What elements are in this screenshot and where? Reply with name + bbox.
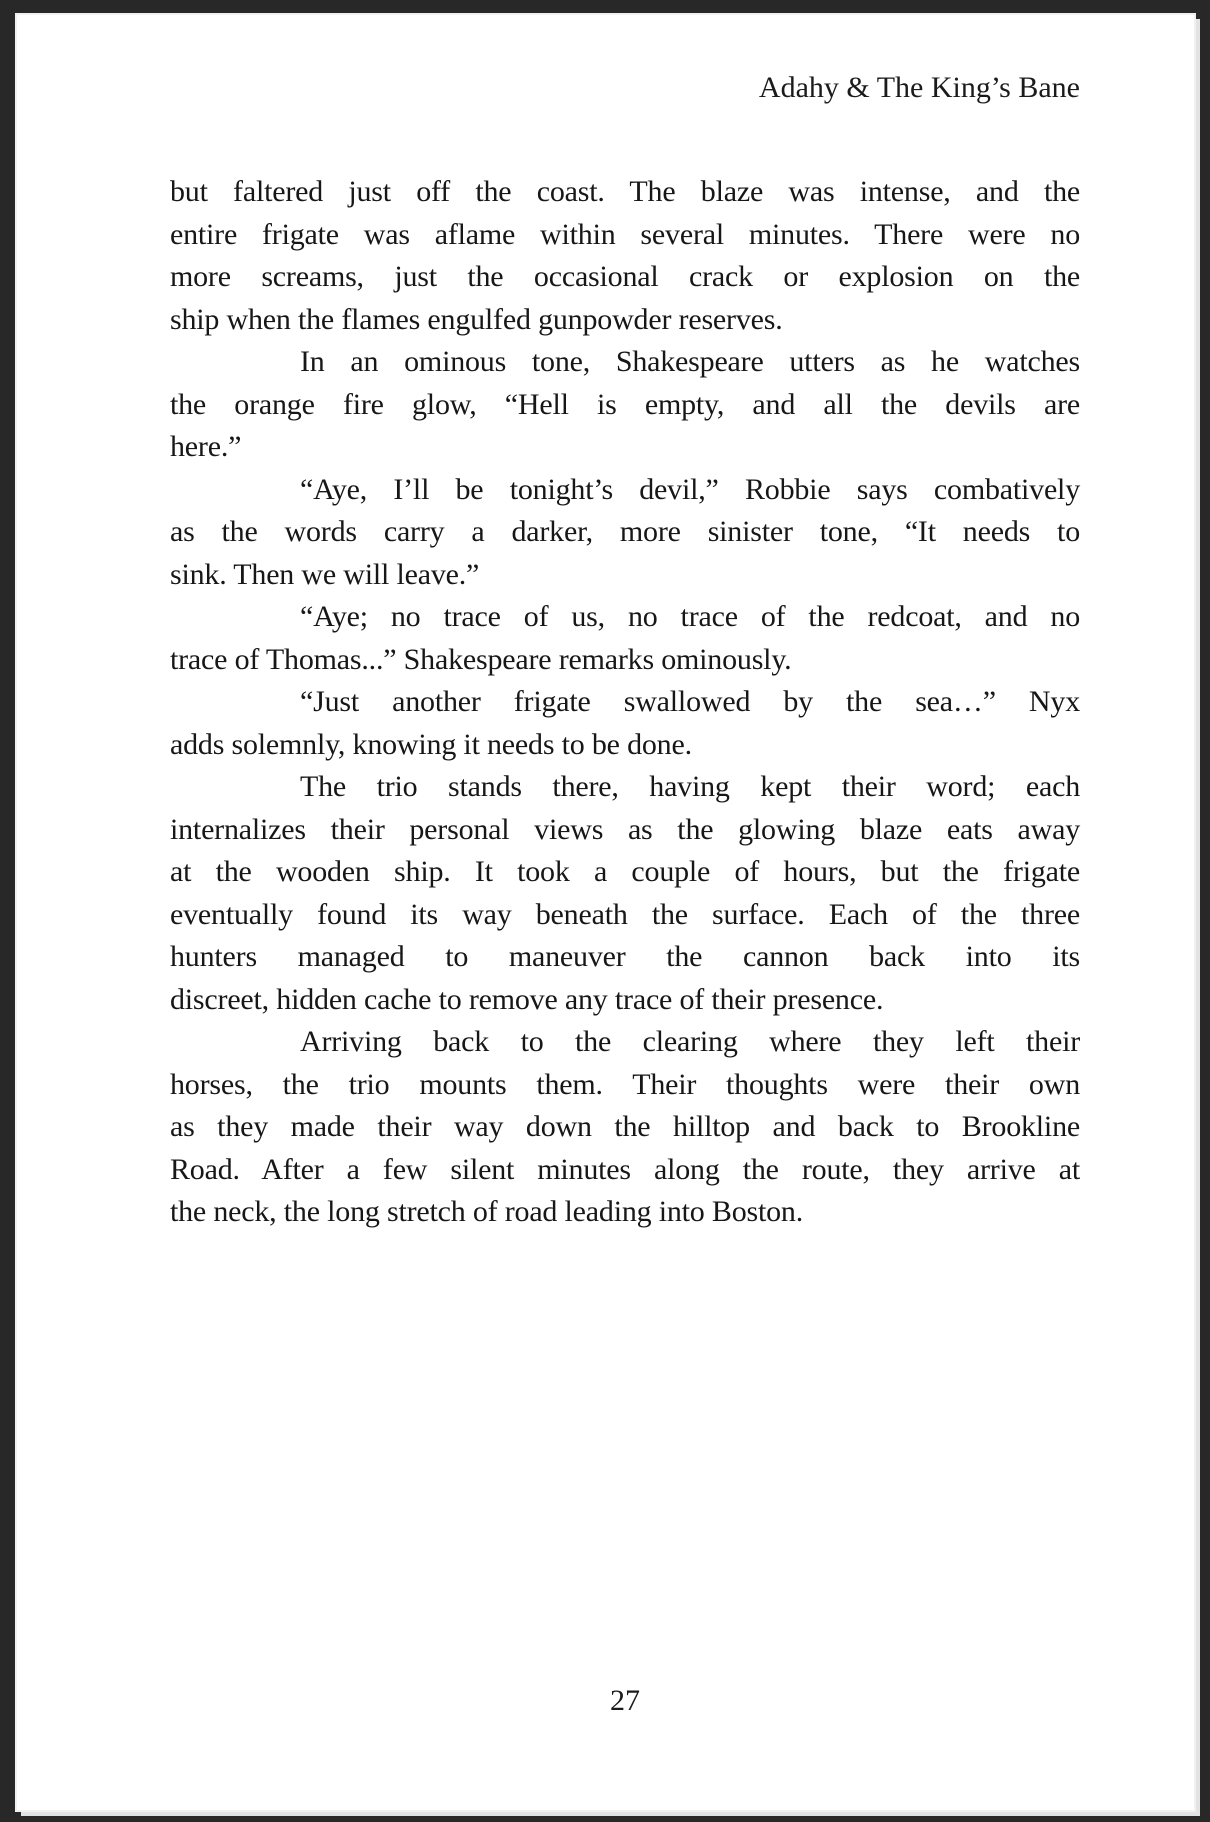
text-line: the neck, the long stretch of road leading into Boston. [170,1195,804,1228]
text-line: hunters managed to maneuver the cannon back into its [170,940,1080,973]
paragraph [170,766,1080,1021]
page-number: 27 [610,1684,640,1717]
paragraph [170,596,1080,681]
text-line: discreet, hidden cache to remove any trace of their presence. [170,982,884,1016]
text-column [170,67,1080,1234]
text-line: as they made their way down the hilltop and back to Brookline [170,1110,1080,1143]
text-line: “Aye; no trace of us, no trace of the redcoat, and no [300,600,1080,633]
text-line: internalizes their personal views as the glowing blaze eats away [170,812,1080,846]
text-line: trace of Thomas...” Shakespeare remarks ominously. [170,642,792,676]
text-line: the orange fire glow, “Hell is empty, and all the devils are [170,387,1080,421]
paragraph [170,171,1080,341]
paragraph [170,341,1080,469]
text-line: “Just another frigate swallowed by the sea…” Nyx [300,685,1080,718]
text-line: “Aye, I’ll be tonight’s devil,” Robbie says combatively [300,472,1080,506]
text-line: but faltered just off the coast. The blaze was intense, and the [170,175,1080,208]
text-line: horses, the trio mounts them. Their thoughts were their own [170,1067,1080,1101]
text-line: adds solemnly, knowing it needs to be done. [170,727,692,761]
paragraph [170,1021,1080,1234]
text-line: sink. Then we will leave.” [170,557,480,591]
text-line: The trio stands there, having kept their word; each [300,770,1080,803]
text-line: eventually found its way beneath the surface. Each of the three [170,897,1080,931]
body-text [170,171,1080,1234]
text-line: as the words carry a darker, more sinister tone, “It needs to [170,515,1080,548]
book-page [17,15,1194,1810]
text-line: In an ominous tone, Shakespeare utters as he watches [300,345,1080,378]
text-line: ship when the flames engulfed gunpowder reserves. [170,302,783,336]
text-line: more screams, just the occasional crack or explosion on the [170,260,1080,293]
paragraph [170,469,1080,597]
text-line: Road. After a few silent minutes along the route, they arrive at [170,1152,1080,1186]
text-line: here.” [170,430,242,463]
text-line: Arriving back to the clearing where they left their [300,1025,1080,1058]
text-line: at the wooden ship. It took a couple of hours, but the frigate [170,855,1080,888]
running-header: Adahy & The King’s Bane [758,71,1080,104]
paragraph [170,681,1080,766]
text-line: entire frigate was aflame within several minutes. There were no [170,217,1080,251]
